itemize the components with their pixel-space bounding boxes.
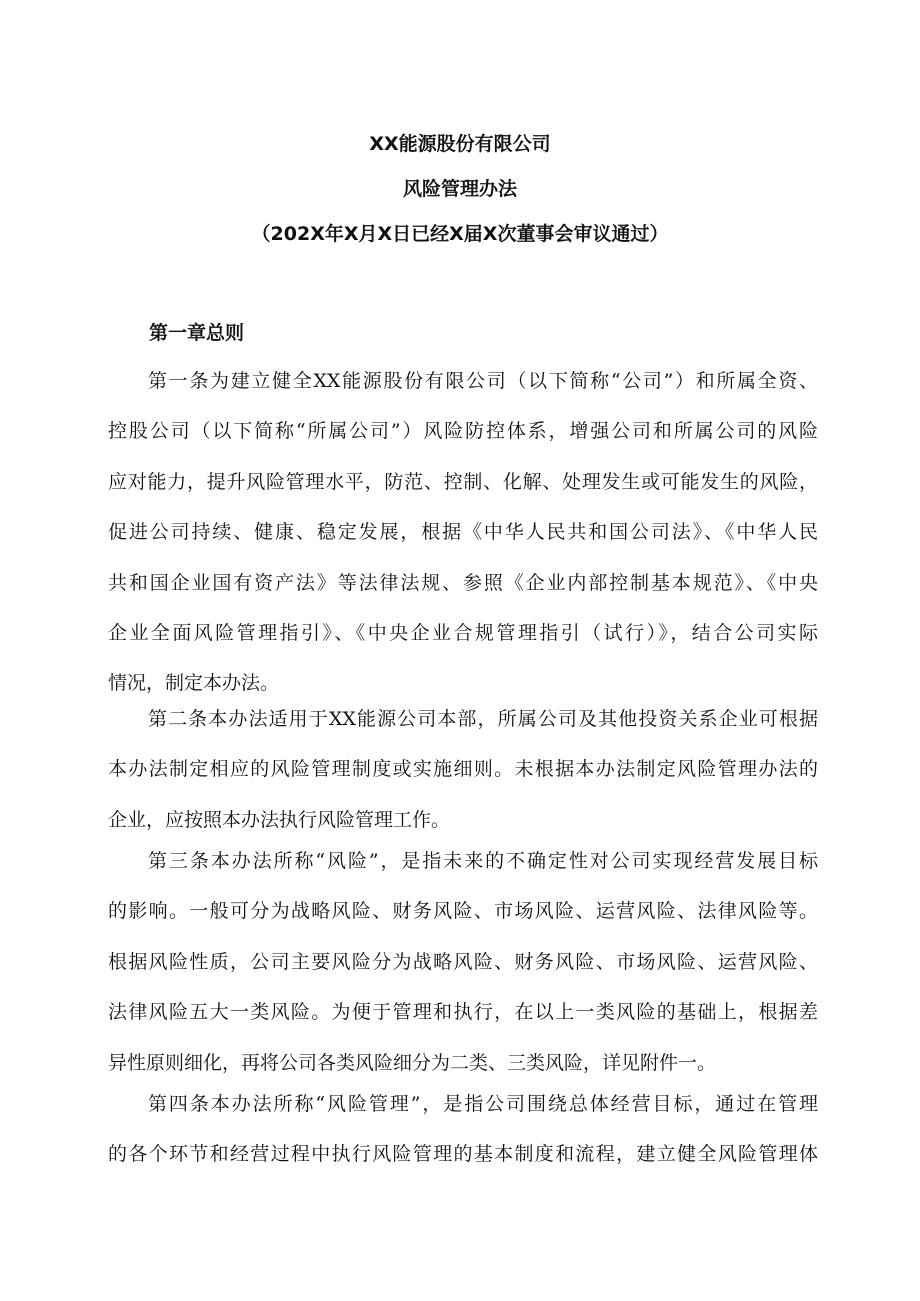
paragraph-line: 法律风险五大一类风险。为便于管理和执行，在以上一类风险的基础上，根据差: [108, 1001, 818, 1024]
paragraph-line: 情况，制定本办法。: [108, 672, 280, 695]
paragraph-line: 控股公司（以下简称“所属公司”）风险防控体系，增强公司和所属公司的风险: [108, 420, 818, 443]
paragraph-line: 根据风险性质，公司主要风险分为战略风险、财务风险、市场风险、运营风险、: [108, 950, 818, 973]
article-4-paragraph: [108, 1079, 818, 1180]
article-2-paragraph: [108, 694, 818, 845]
paragraph-line: 的影响。一般可分为战略风险、财务风险、市场风险、运营风险、法律风险等。: [108, 900, 818, 923]
paragraph-line: 应对能力，提升风险管理水平，防范、控制、化解、处理发生或可能发生的风险，: [108, 470, 818, 493]
paragraph-line: 第二条本办法适用于XX能源公司本部，所属公司及其他投资关系企业可根据: [148, 708, 818, 730]
paragraph-line: 共和国企业国有资产法》等法律法规、参照《企业内部控制基本规范》、《中央: [108, 571, 818, 594]
paragraph-line: 异性原则细化，再将公司各类风险细分为二类、三类风险，详见附件一。: [108, 1051, 717, 1074]
paragraph-line: 的各个环节和经营过程中执行风险管理的基本制度和流程，建立健全风险管理体: [108, 1143, 818, 1166]
article-3-paragraph: [108, 836, 818, 1088]
document-title: 风险管理办法: [402, 178, 517, 200]
paragraph-line: 本办法制定相应的风险管理制度或实施细则。未根据本办法制定风险管理办法的: [108, 758, 818, 781]
company-name: XX能源股份有限公司: [369, 133, 551, 155]
document-header: [0, 122, 920, 257]
paragraph-line: 第一条为建立健全XX能源股份有限公司（以下简称“公司”）和所属全资、: [148, 370, 818, 392]
paragraph-line: 促进公司持续、健康、稳定发展，根据《中华人民共和国公司法》、《中华人民: [108, 521, 818, 544]
approval-note: （202X年X月X日已经X届X次董事会审议通过）: [251, 223, 669, 245]
paragraph-line: 企业，应按照本办法执行风险管理工作。: [108, 808, 451, 831]
paragraph-line: 第三条本办法所称“风险”，是指未来的不确定性对公司实现经营发展目标: [148, 850, 818, 872]
chapter-heading: 第一章总则: [149, 322, 245, 344]
paragraph-line: 第四条本办法所称“风险管理”，是指公司围绕总体经营目标，通过在管理: [148, 1093, 818, 1115]
paragraph-line: 企业全面风险管理指引》、《中央企业合规管理指引（试行）》，结合公司实际: [108, 621, 818, 644]
article-1-paragraph: [108, 356, 818, 709]
